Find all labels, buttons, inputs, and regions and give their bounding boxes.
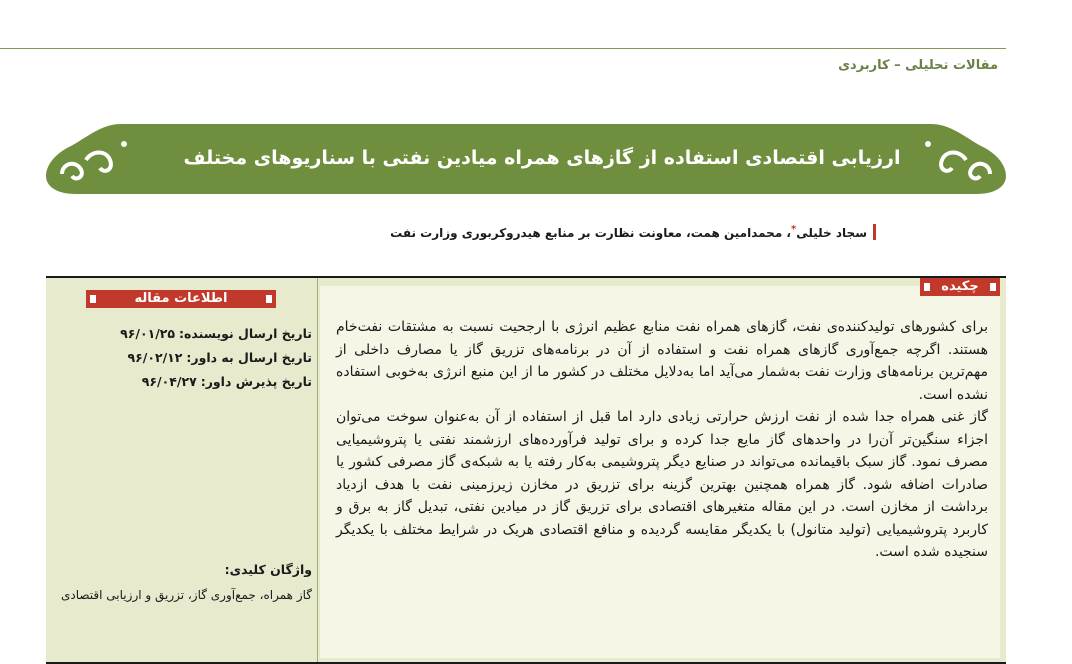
authors-affiliation: ، محمدامین همت، معاونت نظارت بر منابع هیدروکربوری وزارت نفت <box>390 226 791 240</box>
title-banner <box>46 124 1006 194</box>
date-row-reviewer-sent: تاریخ ارسال به داور: ۹۶/۰۲/۱۲ <box>127 350 312 365</box>
date-row-author: تاریخ ارسال نویسنده: ۹۶/۰۱/۲۵ <box>120 326 312 341</box>
authors-line <box>390 224 876 240</box>
abstract-tag: چکیده <box>920 278 1000 296</box>
top-rule <box>0 48 1006 49</box>
abstract-paragraph-1: برای کشورهای تولیدکننده‌ی نفت، گازهای همراه نفت منابع عظیم انرژی با ارجحیت نسبت به مشتقات نفت‌خام هستند. اگرچه جمع‌آوری گازهای همراه نفت و استفاده از آن در برنامه‌های تزریق گاز یا مصارف داخلی از مهم‌ترین برنامه‌های وزارت نفت به‌شمار می‌آید اما به‌دلایل مختلف در کشور ما از این منبع انرژی به‌خوبی استفاده نشده است. <box>336 319 988 403</box>
keywords-text: گاز همراه، جمع‌آوری گاز، تزریق و ارزیابی اقتصادی <box>61 588 312 602</box>
date-row-reviewer-accepted: تاریخ پذیرش داور: ۹۶/۰۴/۲۷ <box>141 374 312 389</box>
section-label: مقالات تحلیلی – کاربردی <box>838 58 998 73</box>
corresponding-author-mark: * <box>790 224 797 235</box>
author-first: سجاد خلیلی <box>796 226 867 240</box>
abstract-text <box>336 316 988 564</box>
keywords-title: واژگان کلیدی: <box>224 562 312 577</box>
article-info-box <box>46 276 1006 664</box>
submission-dates <box>56 322 312 394</box>
abstract-paragraph-2: گاز غنی همراه جدا شده از نفت ارزش حرارتی زیادی دارد اما قبل از استفاده از آن به‌عنوان سوخت می‌توان اجزاء سنگین‌تر آن‌را در واحدهای گاز مایع جدا کرده و برای تولید فرآورده‌های ارزشمند نفتی یا پتروشیمیایی مصرف نمود. گاز سبک باقیمانده می‌تواند در صنایع دیگر پتروشیمی به‌کار رفته یا به شبکه‌ی گاز مصرفی کشور یا صادرات اضافه شود. گاز همراه همچنین بهترین گزینه برای تزریق در مخازن زیرزمینی نفت با هدف ازدیاد برداشت از مخازن است. در این مقاله متغیرهای اقتصادی برای تزریق گاز در میادین نفتی، تبدیل گاز به برق و کاربرد پتروشیمیایی (تولید متانول) با یکدیگر مقایسه گردیده و منافع اقتصادی هریک در شرایط مختلف با یکدیگر سنجیده شده است. <box>336 409 988 560</box>
article-title: ارزیابی اقتصادی استفاده از گازهای همراه میادین نفتی با سناریوهای مختلف <box>183 147 901 169</box>
sidebar-divider <box>317 278 318 662</box>
article-info-tag: اطلاعات مقاله <box>86 290 276 308</box>
